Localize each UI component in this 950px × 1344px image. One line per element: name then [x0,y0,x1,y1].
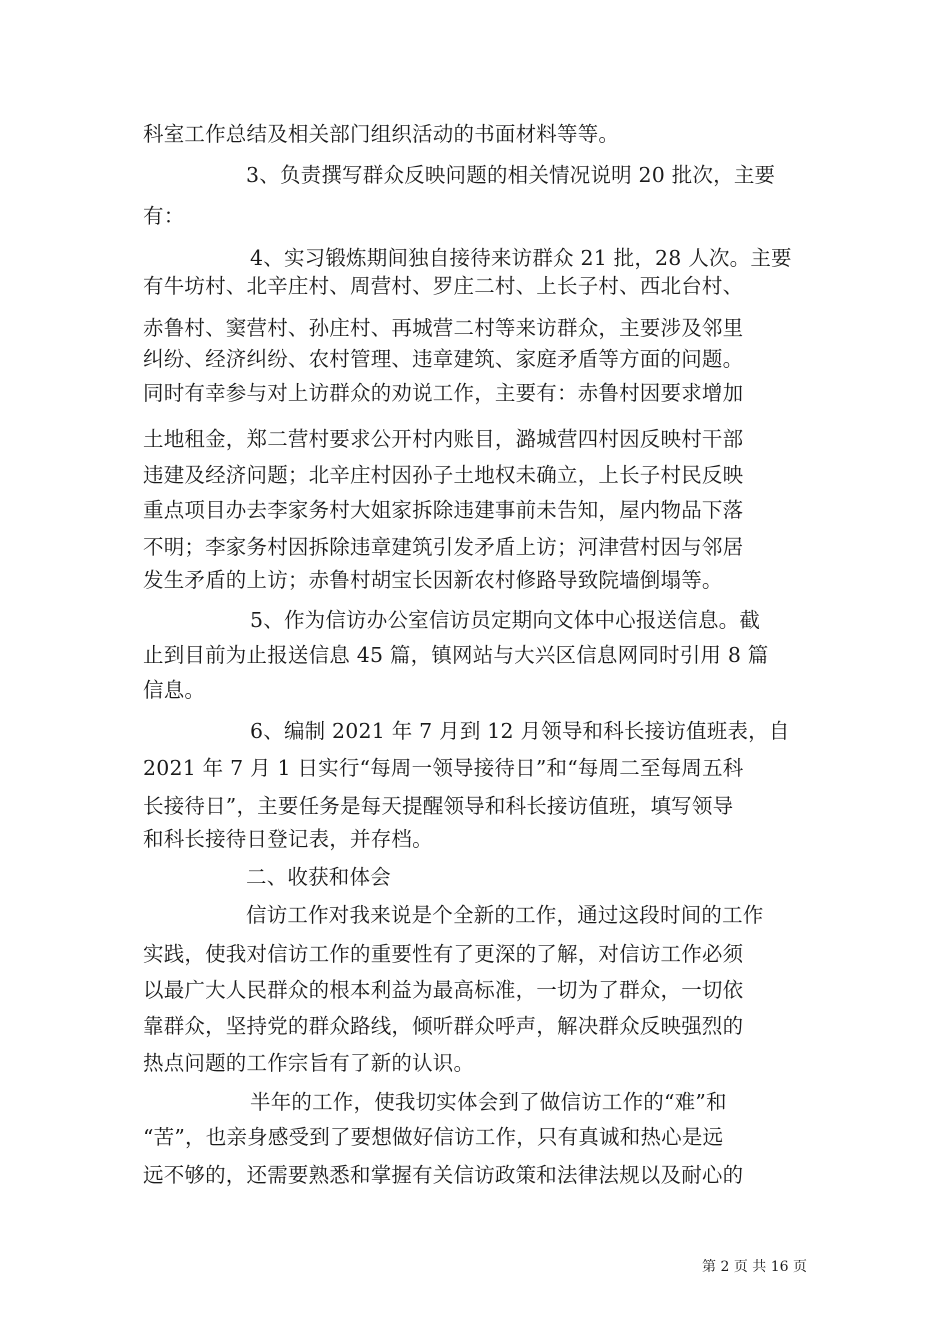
text-line: 长接待日”，主要任务是每天提醒领导和科长接访值班，填写领导 [143,794,734,818]
text-line: 重点项目办去李家务村大姐家拆除违建事前未告知，屋内物品下落 [143,498,744,522]
text-line: 同时有幸参与对上访群众的劝说工作，主要有：赤鲁村因要求增加 [143,381,744,405]
text-line: “苦”，也亲身感受到了要想做好信访工作，只有真诚和热心是远 [143,1125,724,1149]
text-line: 止到目前为止报送信息 45 篇，镇网站与大兴区信息网同时引用 8 篇 [143,643,769,667]
text-line: 信访工作对我来说是个全新的工作，通过这段时间的工作 [246,903,764,927]
text-line: 3、负责撰写群众反映问题的相关情况说明 20 批次，主要 [246,163,776,187]
text-line: 有： [143,204,185,228]
text-line: 2021 年 7 月 1 日实行“每周一领导接待日”和“每周二至每周五科 [143,756,744,780]
text-line: 5、作为信访办公室信访员定期向文体中心报送信息。截 [250,608,761,632]
section-heading: 二、收获和体会 [246,865,391,889]
text-line: 4、实习锻炼期间独自接待来访群众 21 批，28 人次。主要 [250,246,792,270]
text-line: 热点问题的工作宗旨有了新的认识。 [143,1051,475,1075]
text-line: 有牛坊村、北辛庄村、周营村、罗庄二村、上长子村、西北台村、 [143,274,744,298]
text-line: 和科长接待日登记表，并存档。 [143,827,433,851]
text-line: 违建及经济问题；北辛庄村因孙子土地权未确立，上长子村民反映 [143,463,744,487]
text-line: 实践，使我对信访工作的重要性有了更深的了解，对信访工作必须 [143,942,744,966]
text-line: 6、编制 2021 年 7 月到 12 月领导和科长接访值班表，自 [250,719,790,743]
text-line: 靠群众，坚持党的群众路线，倾听群众呼声，解决群众反映强烈的 [143,1014,744,1038]
text-line: 远不够的，还需要熟悉和掌握有关信访政策和法律法规以及耐心的 [143,1163,744,1187]
text-line: 纠纷、经济纠纷、农村管理、违章建筑、家庭矛盾等方面的问题。 [143,347,744,371]
text-line: 信息。 [143,678,206,702]
text-line: 科室工作总结及相关部门组织活动的书面材料等等。 [143,122,620,146]
text-line: 以最广大人民群众的根本利益为最高标准，一切为了群众，一切依 [143,978,744,1002]
page-number-footer: 第 2 页 共 16 页 [702,1259,807,1275]
text-line: 半年的工作，使我切实体会到了做信访工作的“难”和 [250,1090,727,1114]
text-line: 不明；李家务村因拆除违章建筑引发矛盾上访；河津营村因与邻居 [143,535,744,559]
text-line: 赤鲁村、窦营村、孙庄村、再城营二村等来访群众，主要涉及邻里 [143,316,744,340]
text-line: 发生矛盾的上访；赤鲁村胡宝长因新农村修路导致院墙倒塌等。 [143,568,723,592]
text-line: 土地租金，郑二营村要求公开村内账目，潞城营四村因反映村干部 [143,427,744,451]
